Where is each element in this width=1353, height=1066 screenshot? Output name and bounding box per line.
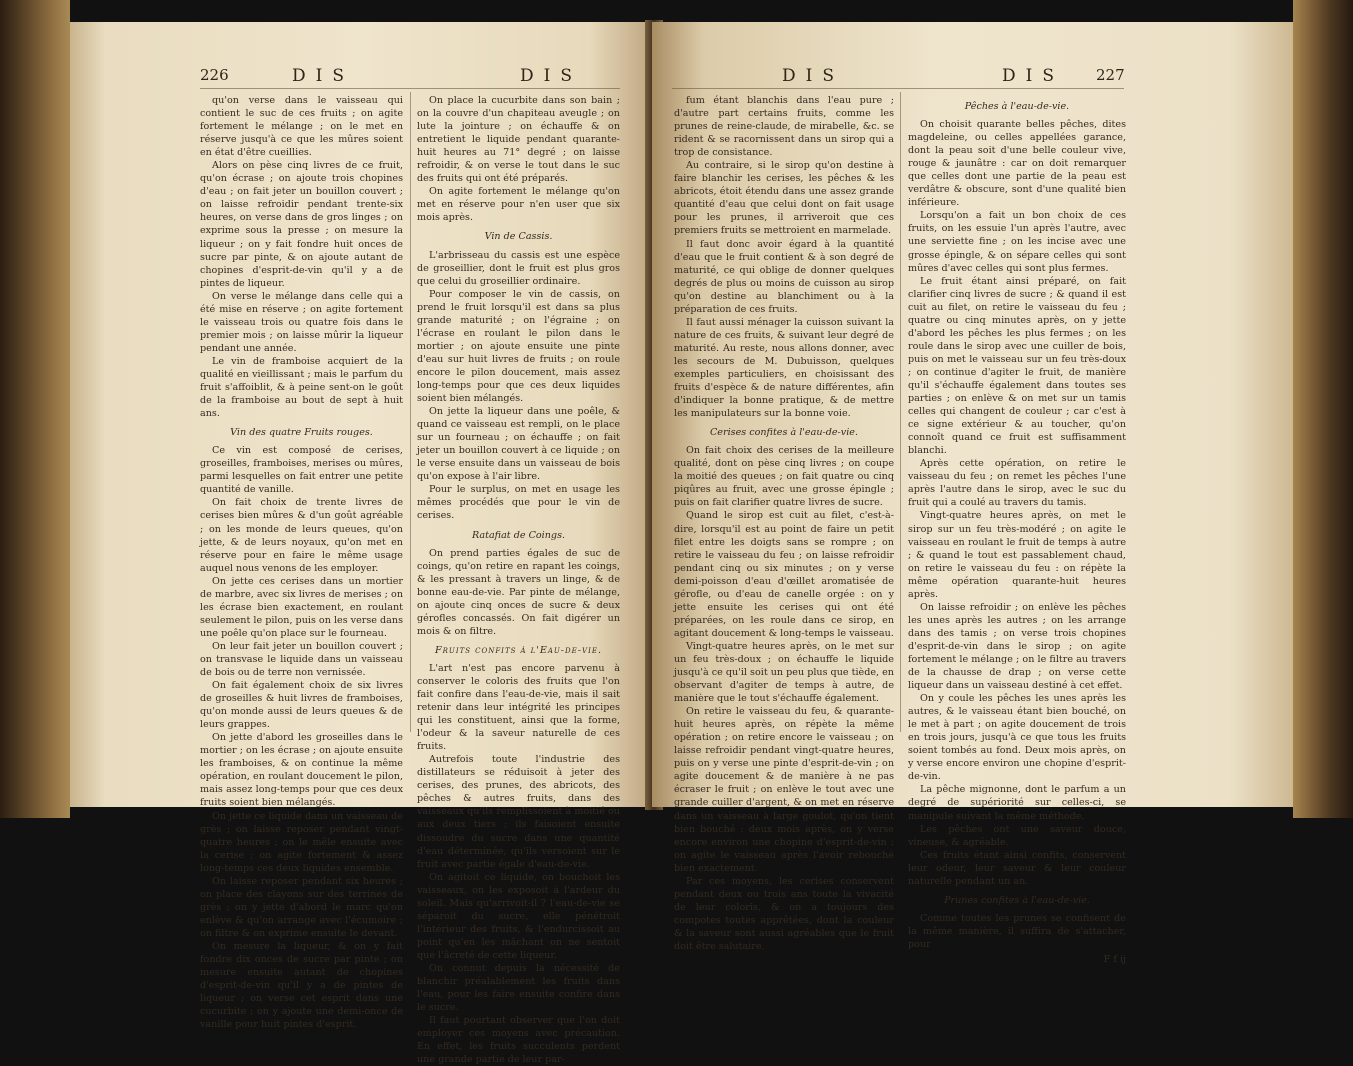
header-rule-left (200, 88, 620, 89)
paragraph: On jette ces cerises dans un mortier de marbre, avec six livres de merises ; on les écrase bien exactement, en roulant seulement le pilon, puis on les verse dans une poêle qu'on place sur le fourneau. (200, 575, 403, 639)
paragraph: On place la cucurbite dans son bain ; on la couvre d'un chapiteau aveugle ; on lute la jointure ; on échauffe & on entretient le liquide pendant quarante-huit heures au 71° degré ; on laisse refroidir, & on verse le tout dans le suc des fruits qui ont été préparés. (417, 95, 620, 185)
paragraph: On y coule les pêches les unes après les autres, & le vaisseau étant bien bouché, on le met à part ; on agite doucement de trois en trois jours, jusqu'à ce que tous les fruits soient tombés au fond. Deux mois après, on y verse encore environ une chopine d'esprit-de-vin. (908, 693, 1126, 783)
left-page (70, 22, 660, 1066)
paragraph: On fait choix des cerises de la meilleure qualité, dont on pèse cinq livres ; on coupe la moitié des queues ; on fait quatre ou cinq piqûres au fruit, avec une grosse épingle ; puis on fait clarifier quatre livres de sucre. (674, 445, 894, 509)
paragraph: Vingt-quatre heures après, on met le sirop sur un feu très-modéré ; on agite le vaisseau en roulant le fruit de temps à autre ; & quand le tout est passablement chaud, on retire le vaisseau du feu : on répète la même opération quarante-huit heures après. (908, 510, 1126, 600)
paragraph: Il faut aussi ménager la cuisson suivant la nature de ces fruits, & suivant leur degré de maturité. Au reste, nous allons donner, avec les secours de M. Dubuisson, quelques exemples particuliers, en choisissant des fruits d'espèce & de nature différentes, afin d'indiquer la bonne pratique, & de mettre les manipulateurs sur la bonne voie. (674, 316, 894, 420)
section-heading: Prunes confites à l'eau-de-vie. (944, 894, 1090, 906)
paragraph: Vingt-quatre heures après, on le met sur un feu très-doux ; on échauffe le liquide jusqu'à ce qu'il soit un peu plus que tiède, en observant d'agiter de temps à autre, de manière que le tout s'échauffe également. (674, 640, 894, 705)
column-rule-left (410, 92, 411, 732)
paragraph: On verse le mélange dans celle qui a été mise en réserve ; on agite fortement le vaisseau trois ou quatre fois dans le premier mois ; on laisse mûrir la liqueur pendant une année. (200, 290, 403, 354)
section-heading: Vin de Cassis. (484, 231, 553, 243)
paragraph: On fait également choix de six livres de groseilles & huit livres de framboises, qu'on monde aussi de leurs queues & de leurs grappes. (200, 680, 403, 731)
page-number-right: 227 (1096, 66, 1125, 84)
section-heading: Pêches à l'eau-de-vie. (964, 101, 1070, 112)
paragraph: Autrefois toute l'industrie des distillateurs se réduisoit à jeter des cerises, des prunes, des abricots, des pêches & autres fruits, dans des vaisseaux qu'ils remplissoient à moitié ou aux deux tiers ; ils faisoient ensuite dissoudre du sucre dans une quantité d'eau déterminée, qu'ils versoient sur le fruit avec partie égale d'eau-de-vie. (417, 754, 620, 870)
page-number-left: 226 (200, 66, 229, 84)
paragraph: On leur fait jeter un bouillon couvert ; on transvase le liquide dans un vaisseau de bois ou de terre non vernissée. (200, 640, 403, 679)
column-rule-right (900, 92, 901, 732)
paragraph: Au contraire, si le sirop qu'on destine à faire blanchir les cerises, les pêches & les abricots, étoit étendu dans une assez grande quantité d'eau que celui dont on fait usage pour les prunes, il arriveroit que ces premiers fruits se mettroient en marmelade. (674, 160, 894, 237)
paragraph: On laisse refroidir ; on enlève les pêches les unes après les autres ; on les arrange dans des tamis ; on verse trois chopines d'esprit-de-vin dans le sirop ; on agite fortement le mélange ; on le filtre au travers de la chausse de drap ; on verse cette liqueur dans un vaisseau destiné à cet effet. (908, 601, 1126, 692)
running-head-left-col2: DIS (520, 66, 582, 86)
paragraph: On jette d'abord les groseilles dans le mortier ; on les écrase ; on ajoute ensuite les framboises, & on continue la même opération, en roulant doucement le pilon, mais assez long-temps pour que ces deux fruits soient bien mélangés. (200, 732, 403, 809)
paragraph: L'art n'est pas encore parvenu à conserver le coloris des fruits que l'on fait confire dans l'eau-de-vie, mais il sait retenir dans leur intégrité les principes qui les constituent, ainsi que la forme, l'odeur & la saveur naturelle de ces fruits. (417, 662, 620, 753)
paragraph: Il faut donc avoir égard à la quantité d'eau que le fruit contient & à son degré de maturité, ce qui oblige de donner quelques degrés de plus ou moins de cuisson au sirop qu'on destine au blanchiment ou à la préparation de ces fruits. (674, 238, 894, 315)
right-column-1 (674, 94, 894, 953)
paragraph: On connut depuis la nécessité de blanchir préalablement les fruits dans l'eau, pour les faire ensuite confire dans le sucre. (417, 963, 620, 1014)
paragraph: Par ces moyens, les cerises conservent pendant deux ou trois ans toute la vivacité de leur coloris, & on a toujours des compotes toutes apprêtées, dont la couleur & la saveur sont aussi agréables que le fruit doit être salutaire. (674, 875, 894, 952)
book-edge-right (1293, 0, 1353, 818)
paragraph: Il faut pourtant observer que l'on doit employer ces moyens avec précaution. En effet, les fruits succulents perdent une grande partie de leur par- (417, 1015, 620, 1066)
paragraph: Quand le sirop est cuit au filet, c'est-à-dire, lorsqu'il est au point de faire un petit filet entre les doigts sans se rompre ; on retire le vaisseau du feu ; on laisse refroidir pendant cinq ou six minutes ; on y verse demi-poisson d'eau d'œillet aromatisée de gérofle, ou d'eau de canelle orgée : on y jette ensuite les cerises qui ont été préparées, on les roule dans ce sirop, en agitant doucement & long-temps le vaisseau. (674, 510, 894, 639)
paragraph: On jette ce liquide dans un vaisseau de grès ; on laisse reposer pendant vingt-quatre heures ; on le mêle ensuite avec la cerise ; on agite fortement & assez long-temps ces deux liquides ensemble. (200, 810, 403, 874)
right-page (652, 22, 1293, 965)
paragraph: Les pêches ont une saveur douce, vineuse, & agréable. (908, 823, 1126, 848)
book-edge-left (0, 0, 70, 818)
paragraph: On fait choix de trente livres de cerises bien mûres & d'un goût agréable ; on les monde de leurs queues, qu'on jette, & de leurs noyaux, qu'on met en réserve pour en faire le même usage auquel nous venons de les employer. (200, 497, 403, 574)
paragraph: L'arbrisseau du cassis est une espèce de groseillier, dont le fruit est plus gros que celui du groseillier ordinaire. (417, 249, 620, 287)
paragraph: On choisit quarante belles pêches, dites magdeleine, ou celles appellées garance, dont la peau soit d'une belle couleur vive, rouge & jaunâtre : car on doit remarquer que celles dont une partie de la peau est verdâtre & obscure, sont d'une qualité bien inférieure. (908, 119, 1126, 209)
running-head-left-col1: DIS (292, 66, 354, 86)
paragraph: On agite fortement le mélange qu'on met en réserve pour n'en user que six mois après. (417, 186, 620, 224)
paragraph: On agitoit ce liquide, on bouchoit les vaisseaux, on les exposoit à l'ardeur du soleil. Mais qu'arrivoit-il ? l'eau-de-vie se séparoit du sucre, elle pénétroit l'intérieur des fruits, & l'endurcissoit au point qu'en les mâchant on ne sentoit que l'âcreté de cette liqueur. (417, 871, 620, 961)
left-column-1 (200, 94, 403, 1031)
header-rule-right (672, 88, 1124, 89)
paragraph: On prend parties égales de suc de coings, qu'on retire en rapant les coings, & les pressant à travers un linge, & de bonne eau-de-vie. Par pinte de mélange, on ajoute cinq onces de sucre & deux gérofles concassés. On fait digérer un mois & on filtre. (417, 547, 620, 637)
paragraph: Pour composer le vin de cassis, on prend le fruit lorsqu'il est dans sa plus grande maturité ; on l'égraine ; on l'écrase en roulant le pilon dans le mortier ; on ajoute ensuite une pinte d'eau sur huit livres de fruits ; on roule encore le pilon doucement, mais assez long-temps pour que ces deux liquides soient bien mélangés. (417, 288, 620, 405)
paragraph: Lorsqu'on a fait un bon choix de ces fruits, on les essuie l'un après l'autre, avec une serviette fine ; on les incise avec une grosse épingle, & on sépare celles qui sont mûres d'avec celles qui sont plus fermes. (908, 210, 1126, 274)
running-head-right-col2: DIS (1002, 66, 1064, 86)
paragraph: Alors on pèse cinq livres de ce fruit, qu'on écrase ; on ajoute trois chopines d'eau ; on fait jeter un bouillon couvert ; on laisse refroidir pendant trente-six heures, on verse dans de gros linges ; on exprime sous la presse ; on mesure la liqueur ; on y fait fondre huit onces de sucre par pinte, & on ajoute autant de chopines d'esprit-de-vin qu'il y a de pintes de liqueur. (200, 160, 403, 289)
running-head-right-col1: DIS (782, 66, 844, 86)
signature-mark: F f ij (1103, 954, 1126, 965)
paragraph: Pour le surplus, on met en usage les mêmes procédés que pour le vin de cerises. (417, 484, 620, 522)
section-heading: Vin des quatre Fruits rouges. (230, 427, 373, 439)
paragraph: Après cette opération, on retire le vaisseau du feu ; on remet les pêches l'une après l'autre dans le sirop, avec le suc du fruit qui a coulé au travers du tamis. (908, 458, 1126, 509)
section-heading: Cerises confites à l'eau-de-vie. (709, 427, 859, 439)
paragraph: On laisse reposer pendant six heures ; on place des clayons sur des terrines de grès ; on y jette d'abord le marc qu'on enlève & qu'on arrange avec l'écumoire ; on filtre & on exprime ensuite le devant. (200, 875, 403, 939)
left-column-2 (417, 94, 620, 1066)
paragraph: qu'on verse dans le vaisseau qui contient le suc de ces fruits ; on agite fortement le mélange ; on le met en réserve jusqu'à ce que les mûres soient en état d'être cueillies. (200, 95, 403, 159)
paragraph: Ce vin est composé de cerises, groseilles, framboises, merises ou mûres, parmi lesquelles on fait entrer une petite quantité de vanille. (200, 445, 403, 496)
paragraph: Comme toutes les prunes se confisent de la même manière, il suffira de s'attacher, pour (908, 912, 1126, 950)
paragraph: On jette la liqueur dans une poêle, & quand ce vaisseau est rempli, on le place sur un fourneau ; on échauffe ; on fait jeter un bouillon couvert à ce liquide ; on le verse ensuite dans un vaisseau de bois qu'on expose à l'air libre. (417, 406, 620, 483)
section-heading: Ratafiat de Coings. (471, 529, 566, 541)
section-heading: Fruits confits à l'Eau-de-vie. (435, 644, 602, 656)
paragraph: La pêche mignonne, dont le parfum a un degré de supériorité sur celles-ci, se manipule suivant la même méthode. (908, 784, 1126, 822)
paragraph: Le fruit étant ainsi préparé, on fait clarifier cinq livres de sucre ; & quand il est cuit au filet, on retire le vaisseau du feu ; quatre ou cinq minutes après, on y jette d'abord les pêches les plus fermes ; on les roule dans le sirop avec une cuiller de bois, puis on met le vaisseau sur un feu très-doux ; on continue d'agiter le fruit, de manière qu'il s'échauffe également dans toutes ses parties ; on enlève & on met sur un tamis celles qui changent de couleur ; car c'est à ce signe extérieur & au toucher, qu'on connoît quand ce fruit est suffisamment blanchi. (908, 275, 1126, 457)
paragraph: On retire le vaisseau du feu, & quarante-huit heures après, on répète la même opération ; on retire encore le vaisseau ; on laisse refroidir pendant vingt-quatre heures, puis on y verse une pinte d'esprit-de-vin ; on agite doucement & de manière à ne pas écraser le fruit ; on enlève le tout avec une grande cuiller d'argent, & on met en réserve dans un vaisseau à large goulot, qu'on tient bien bouché : deux mois après, on y verse encore environ une chopine d'esprit-de-vin ; on agite le vaisseau après l'avoir rebouché bien exactement. (674, 706, 894, 874)
paragraph: fum étant blanchis dans l'eau pure ; d'autre part certains fruits, comme les prunes de reine-claude, de mirabelle, &c. se rident & se racornissent dans un sirop qui a trop de consistance. (674, 95, 894, 159)
paragraph: Ces fruits étant ainsi confits, conservent leur odeur, leur saveur & leur couleur naturelle pendant un an. (908, 849, 1126, 887)
paragraph: Le vin de framboise acquiert de la qualité en vieillissant ; mais le parfum du fruit s'affoiblit, & à peine sent-on le goût de la framboise au bout de sept à huit ans. (200, 355, 403, 420)
paragraph: On mesure la liqueur, & on y fait fondre dix onces de sucre par pinte ; on mesure ensuite autant de chopines d'esprit-de-vin qu'il y a de pintes de liqueur ; on verse cet esprit dans une cucurbite ; on y ajoute une demi-once de vanille pour huit pintes d'esprit. (200, 941, 403, 1031)
right-column-2 (908, 94, 1126, 966)
